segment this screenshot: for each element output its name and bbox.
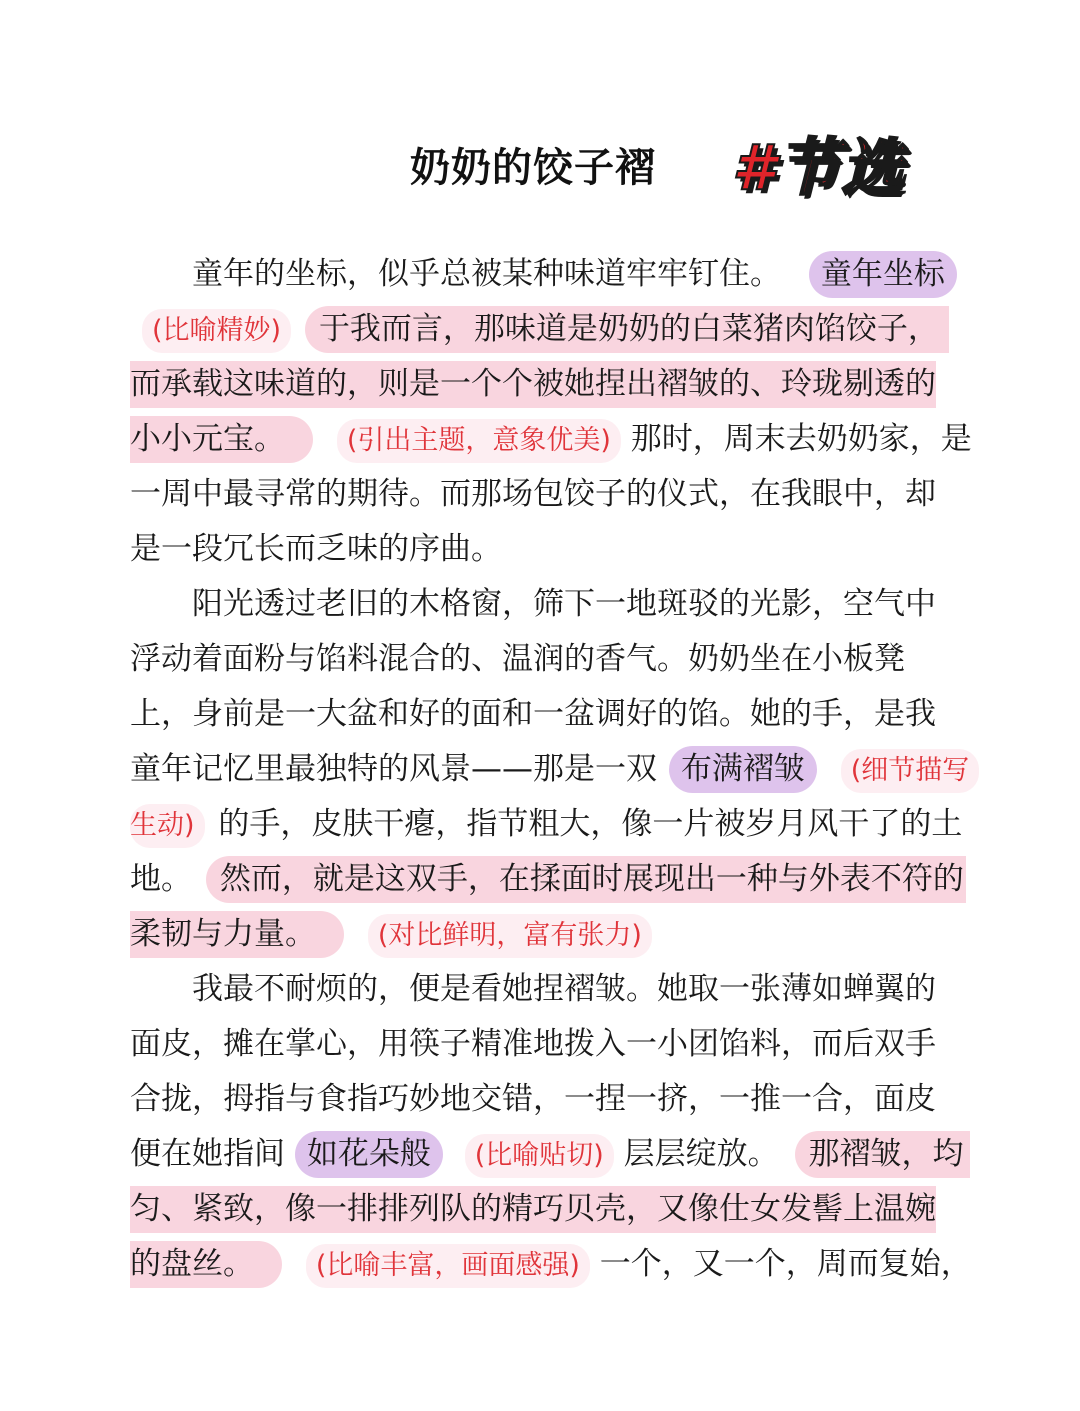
text-segment: 层层绽放。 [623, 1136, 779, 1172]
keyword-tag: 如花朵般 [295, 1131, 443, 1178]
text-line [130, 907, 652, 962]
text-segment: 合拢，拇指与食指巧妙地交错，一捏一挤，一推一合，面皮 [130, 1081, 936, 1117]
text-line [130, 577, 936, 632]
text-line [130, 1017, 936, 1072]
text-segment: 阳光透过老旧的木格窗，筛下一地斑驳的光影，空气中 [192, 586, 936, 622]
text-segment: 童年的坐标，似乎总被某种味道牢牢钉住。 [192, 256, 781, 292]
keyword-tag: 童年坐标 [809, 251, 957, 298]
highlight-segment: 于我而言，那味道是奶奶的白菜猪肉馅饺子， [305, 306, 949, 353]
text-segment: 的手，皮肤干瘪，指节粗大，像一片被岁月风干了的土 [218, 806, 963, 842]
text-segment: 便在她指间 [130, 1136, 285, 1172]
text-segment: 一个，又一个，周而复始， [599, 1246, 972, 1282]
highlight-segment: 然而，就是这双手，在揉面时展现出一种与外表不符的 [206, 856, 966, 903]
highlight-segment: 那褶皱，均 [795, 1131, 970, 1178]
text-line [130, 247, 957, 302]
text-line [130, 742, 979, 797]
text-line [130, 522, 502, 577]
text-line [130, 1127, 970, 1182]
highlight-segment: 的盘丝。 [130, 1241, 282, 1288]
text-segment: 我最不耐烦的，便是看她捏褶皱。她取一张薄如蝉翼的 [192, 971, 936, 1007]
comment-annotation: (比喻贴切) [465, 1134, 614, 1178]
excerpt-tag: #节选 [732, 131, 906, 204]
comment-annotation: (引出主题，意象优美) [337, 419, 621, 463]
text-segment: 那时，周末去奶奶家，是 [630, 421, 972, 457]
highlight-segment: 柔韧与力量。 [130, 911, 344, 958]
text-line [130, 687, 936, 742]
comment-annotation: (比喻精妙) [142, 309, 291, 353]
text-line [130, 962, 936, 1017]
text-line [130, 357, 936, 412]
comment-annotation: 生动) [130, 804, 205, 848]
comment-annotation: (比喻丰富，画面感强) [306, 1244, 590, 1288]
text-segment: 是一段冗长而乏味的序曲。 [130, 531, 502, 567]
text-line [130, 412, 972, 467]
text-line [130, 852, 966, 907]
text-line [130, 632, 905, 687]
text-line [130, 467, 936, 522]
comment-annotation: (细节描写 [841, 749, 980, 793]
text-segment: 地。 [130, 861, 192, 897]
text-line [130, 1237, 972, 1292]
keyword-tag: 布满褶皱 [669, 746, 817, 793]
highlight-segment: 匀、紧致，像一排排列队的精巧贝壳，又像仕女发髻上温婉 [130, 1186, 936, 1233]
text-segment: 童年记忆里最独特的风景——那是一双 [130, 751, 657, 787]
text-segment: 一周中最寻常的期待。而那场包饺子的仪式，在我眼中，却 [130, 476, 936, 512]
text-segment: 上，身前是一大盆和好的面和一盆调好的馅。她的手，是我 [130, 696, 936, 732]
text-segment: 面皮，摊在掌心，用筷子精准地拨入一小团馅料，而后双手 [130, 1026, 936, 1062]
highlight-segment: 而承载这味道的，则是一个个被她捏出褶皱的、玲珑剔透的 [130, 361, 936, 408]
article-title: 奶奶的饺子褶 [410, 145, 656, 191]
text-line [130, 797, 962, 852]
text-line [130, 302, 949, 357]
text-segment: 浮动着面粉与馅料混合的、温润的香气。奶奶坐在小板凳 [130, 641, 905, 677]
text-line [130, 1072, 936, 1127]
comment-annotation: (对比鲜明，富有张力) [368, 914, 652, 958]
highlight-segment: 小小元宝。 [130, 416, 313, 463]
text-line [130, 1182, 936, 1237]
